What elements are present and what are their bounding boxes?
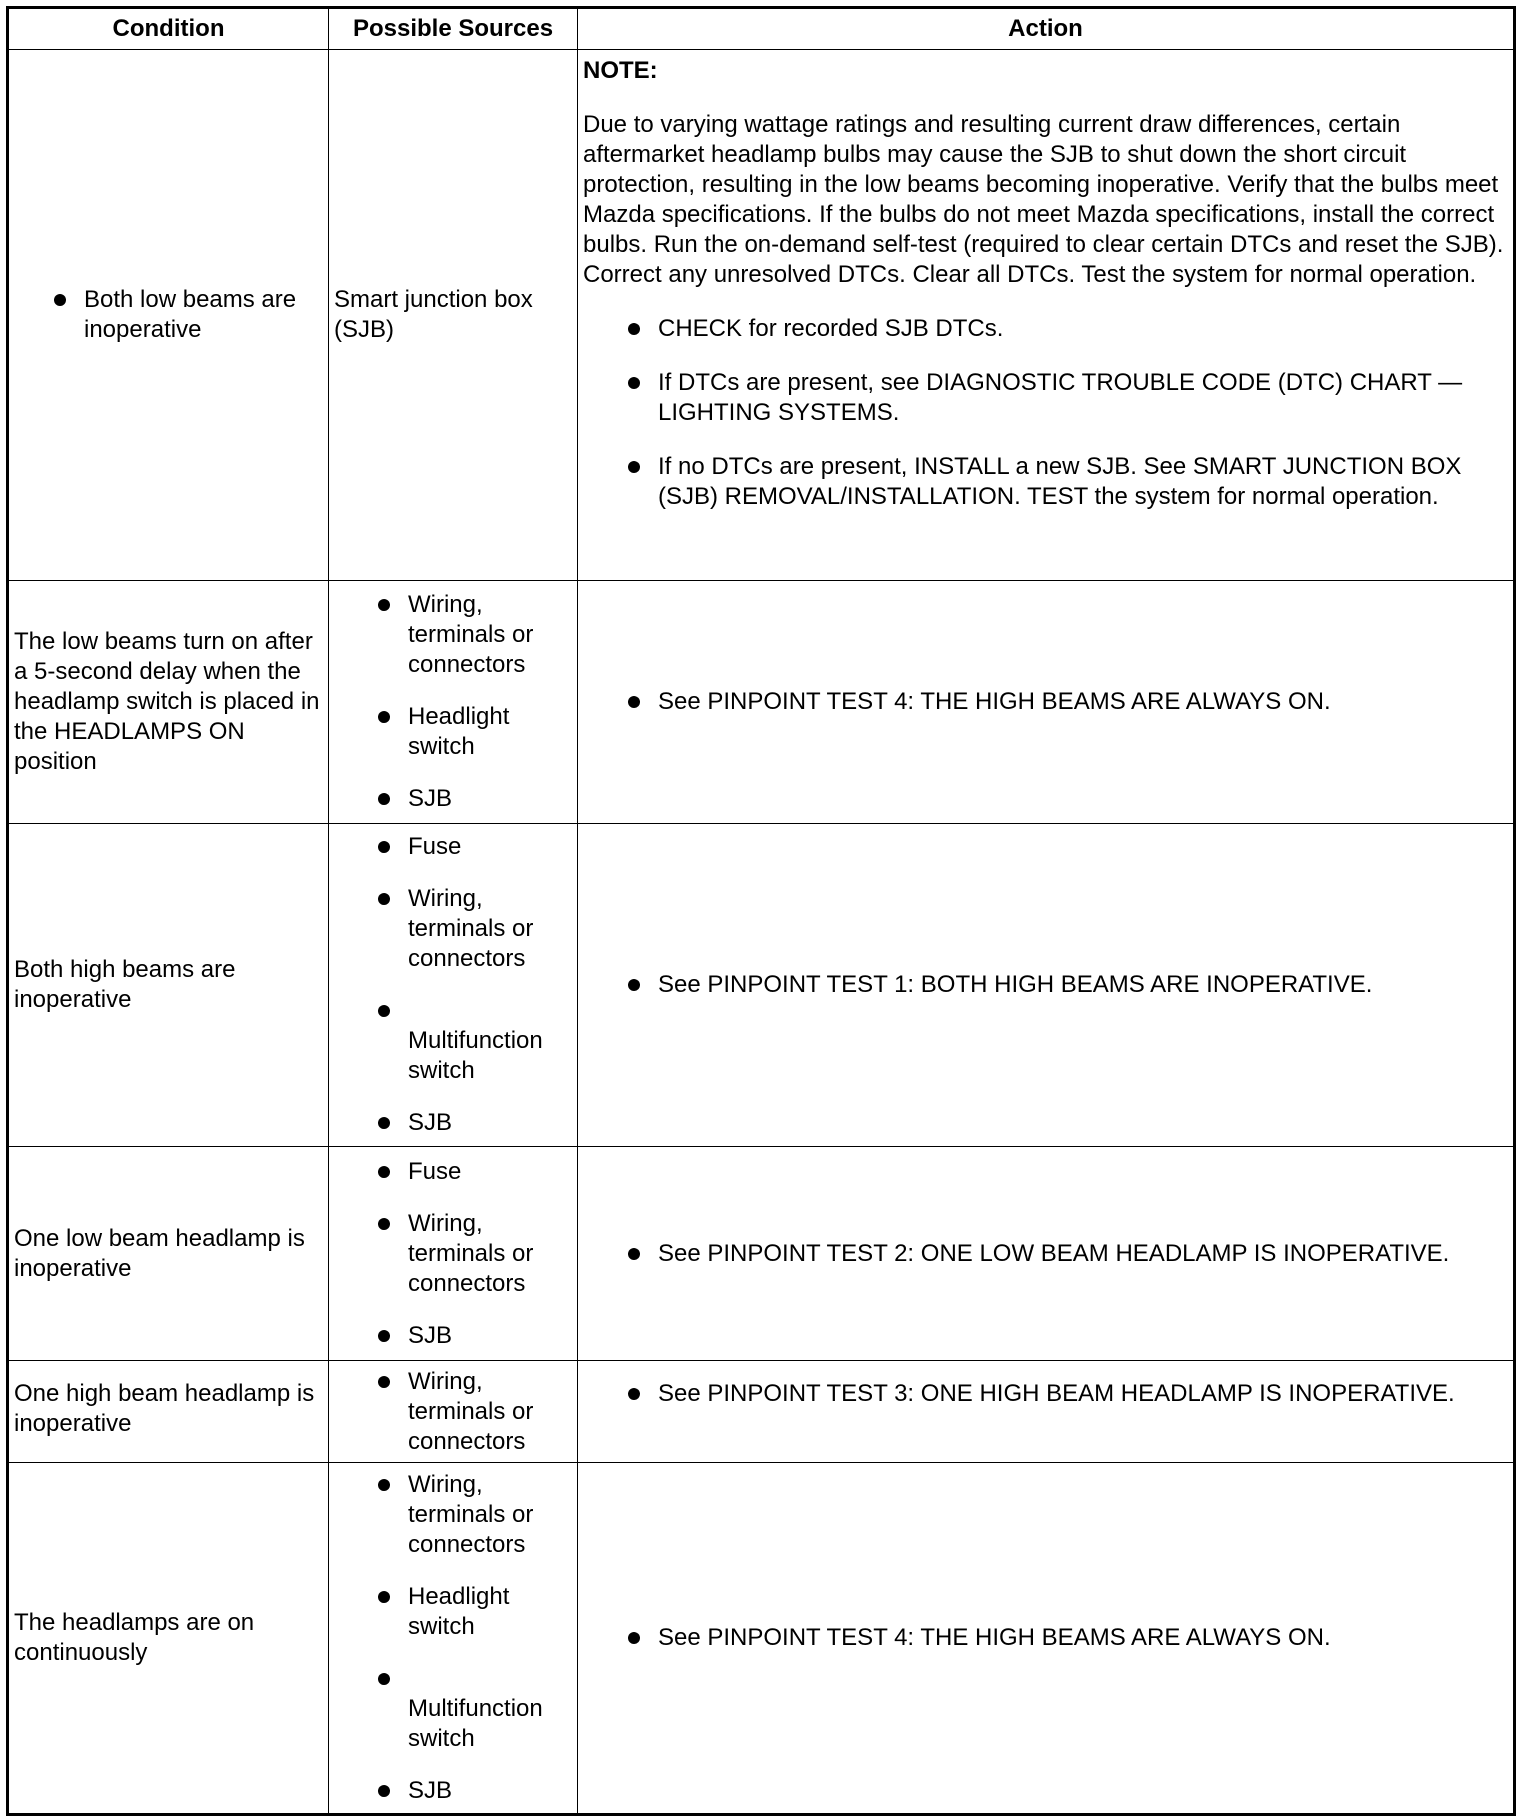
bullet-icon [628,979,640,991]
action-list [583,1379,1508,1409]
list-item [628,452,1508,512]
list-item [628,1379,1508,1409]
action-text: CHECK for recorded SJB DTCs. [658,315,1004,342]
sources-cell [329,1361,578,1463]
bullet-icon [378,1117,390,1129]
list-item [378,1367,572,1457]
sources-list [334,1157,572,1351]
sources-cell [329,1147,578,1361]
action-cell [578,1147,1515,1361]
condition-text: The low beams turn on after a 5-second delay when the headlamp switch is placed in the HEADLAMPS ON position [14,628,320,775]
list-item [378,1108,572,1138]
list-item [378,996,572,1086]
action-list [583,687,1508,717]
action-list [583,970,1508,1000]
action-cell [578,581,1515,824]
source-text: Fuse [408,833,462,860]
list-item [378,1776,572,1806]
bullet-icon [628,1632,640,1644]
source-text: Wiring, terminals or connectors [408,1209,534,1297]
action-text: See PINPOINT TEST 4: THE HIGH BEAMS ARE ALWAYS ON. [658,688,1331,715]
sources-list [334,1470,572,1806]
table-row [8,1147,1515,1361]
source-text: Wiring, terminals or connectors [408,885,534,972]
list-item [378,1321,572,1351]
bullet-icon [628,1388,640,1400]
condition-text: Both high beams are inoperative [14,956,236,1013]
condition-cell [8,1463,329,1815]
action-text: See PINPOINT TEST 4: THE HIGH BEAMS ARE ALWAYS ON. [658,1624,1331,1651]
source-text: SJB [408,1321,453,1349]
sources-text: Smart junction box (SJB) [334,286,533,343]
list-item [378,1582,572,1642]
action-list [583,1623,1508,1653]
bullet-icon [378,1376,390,1388]
list-item [378,702,572,762]
header-action: Action [578,8,1515,50]
list-item [378,1470,572,1560]
action-text: See PINPOINT TEST 2: ONE LOW BEAM HEADLAMP IS INOPERATIVE. [658,1239,1450,1267]
header-row [8,8,1515,50]
bullet-icon [378,711,390,723]
note-body: Due to varying wattage ratings and resulting current draw differences, certain aftermarket headlamp bulbs may cause the SJB to shut down the short circuit protection, resulting in the low beams becoming inoperative. Verify that the bulbs meet Mazda specifications. If the bulbs do not meet Mazda specifications, install the correct bulbs. Run the on-demand self-test (required to clear certain DTCs and reset the SJB). Correct any unresolved DTCs. Clear all DTCs. Test the system for normal operation. [583,111,1504,288]
bullet-icon [378,1005,390,1017]
bullet-icon [378,841,390,853]
bullet-icon [378,1591,390,1603]
bullet-icon [378,1785,390,1797]
action-list [583,314,1508,512]
source-text: Headlight switch [408,703,510,760]
source-text: Multifunction switch [408,1695,543,1752]
list-item [378,590,572,680]
sources-list [334,590,572,814]
action-text: See PINPOINT TEST 3: ONE HIGH BEAM HEADLAMP IS INOPERATIVE. [658,1380,1455,1407]
diagnostic-table [6,6,1516,1816]
source-text: Wiring, terminals or connectors [408,1471,534,1558]
table-row [8,50,1515,581]
sources-cell [329,581,578,824]
action-cell [578,1361,1515,1463]
list-item [378,1209,572,1299]
table-row [8,1463,1515,1815]
list-item [628,970,1508,1000]
bullet-icon [628,377,640,389]
list-item [628,1239,1508,1269]
bullet-icon [378,599,390,611]
sources-list [334,832,572,1138]
condition-text: One low beam headlamp is inoperative [14,1224,305,1282]
sources-list [334,1367,572,1457]
action-cell [578,1463,1515,1815]
sources-cell [329,1463,578,1815]
source-text: Wiring, terminals or connectors [408,591,534,678]
action-text: If no DTCs are present, INSTALL a new SJB. See SMART JUNCTION BOX (SJB) REMOVAL/INSTALLATION. TEST the system for normal operation. [658,453,1462,510]
action-text: See PINPOINT TEST 1: BOTH HIGH BEAMS ARE INOPERATIVE. [658,971,1373,998]
list-item [628,1623,1508,1653]
bullet-icon [628,1248,640,1260]
source-text: SJB [408,1109,453,1136]
bullet-icon [378,893,390,905]
condition-cell [8,1361,329,1463]
header-condition: Condition [8,8,329,50]
source-text: Multifunction switch [408,1027,543,1084]
list-item [378,884,572,974]
bullet-icon [628,696,640,708]
condition-cell [8,1147,329,1361]
condition-cell [8,50,329,581]
table-row [8,581,1515,824]
list-item [628,687,1508,717]
list-item [628,368,1508,428]
table-row [8,824,1515,1147]
source-text: Wiring, terminals or connectors [408,1367,534,1455]
condition-cell [8,824,329,1147]
bullet-icon [378,1218,390,1230]
bullet-icon [378,1673,390,1685]
bullet-icon [378,1330,390,1342]
table-row [8,1361,1515,1463]
bullet-icon [378,1479,390,1491]
sources-cell [329,824,578,1147]
list-item [628,314,1508,344]
list-item [378,1664,572,1754]
header-possible-sources: Possible Sources [329,8,578,50]
action-cell [578,50,1515,581]
bullet-icon [378,793,390,805]
bullet-icon [378,1166,390,1178]
list-item [378,784,572,814]
bullet-icon [628,461,640,473]
action-cell [578,824,1515,1147]
condition-text: Both low beams are inoperative [84,286,297,343]
condition-text: One high beam headlamp is inoperative [14,1380,315,1437]
sources-cell [329,50,578,581]
bullet-icon [628,323,640,335]
note-title: NOTE: [583,57,658,84]
source-text: Fuse [408,1157,462,1185]
action-text: If DTCs are present, see DIAGNOSTIC TROUBLE CODE (DTC) CHART — LIGHTING SYSTEMS. [658,369,1463,426]
condition-cell [8,581,329,824]
bullet-icon [54,294,66,306]
list-item [378,832,572,862]
condition-text: The headlamps are on continuously [14,1609,255,1666]
source-text: SJB [408,785,453,812]
source-text: Headlight switch [408,1583,510,1640]
action-list [583,1239,1508,1269]
list-item [378,1157,572,1187]
source-text: SJB [408,1777,453,1804]
